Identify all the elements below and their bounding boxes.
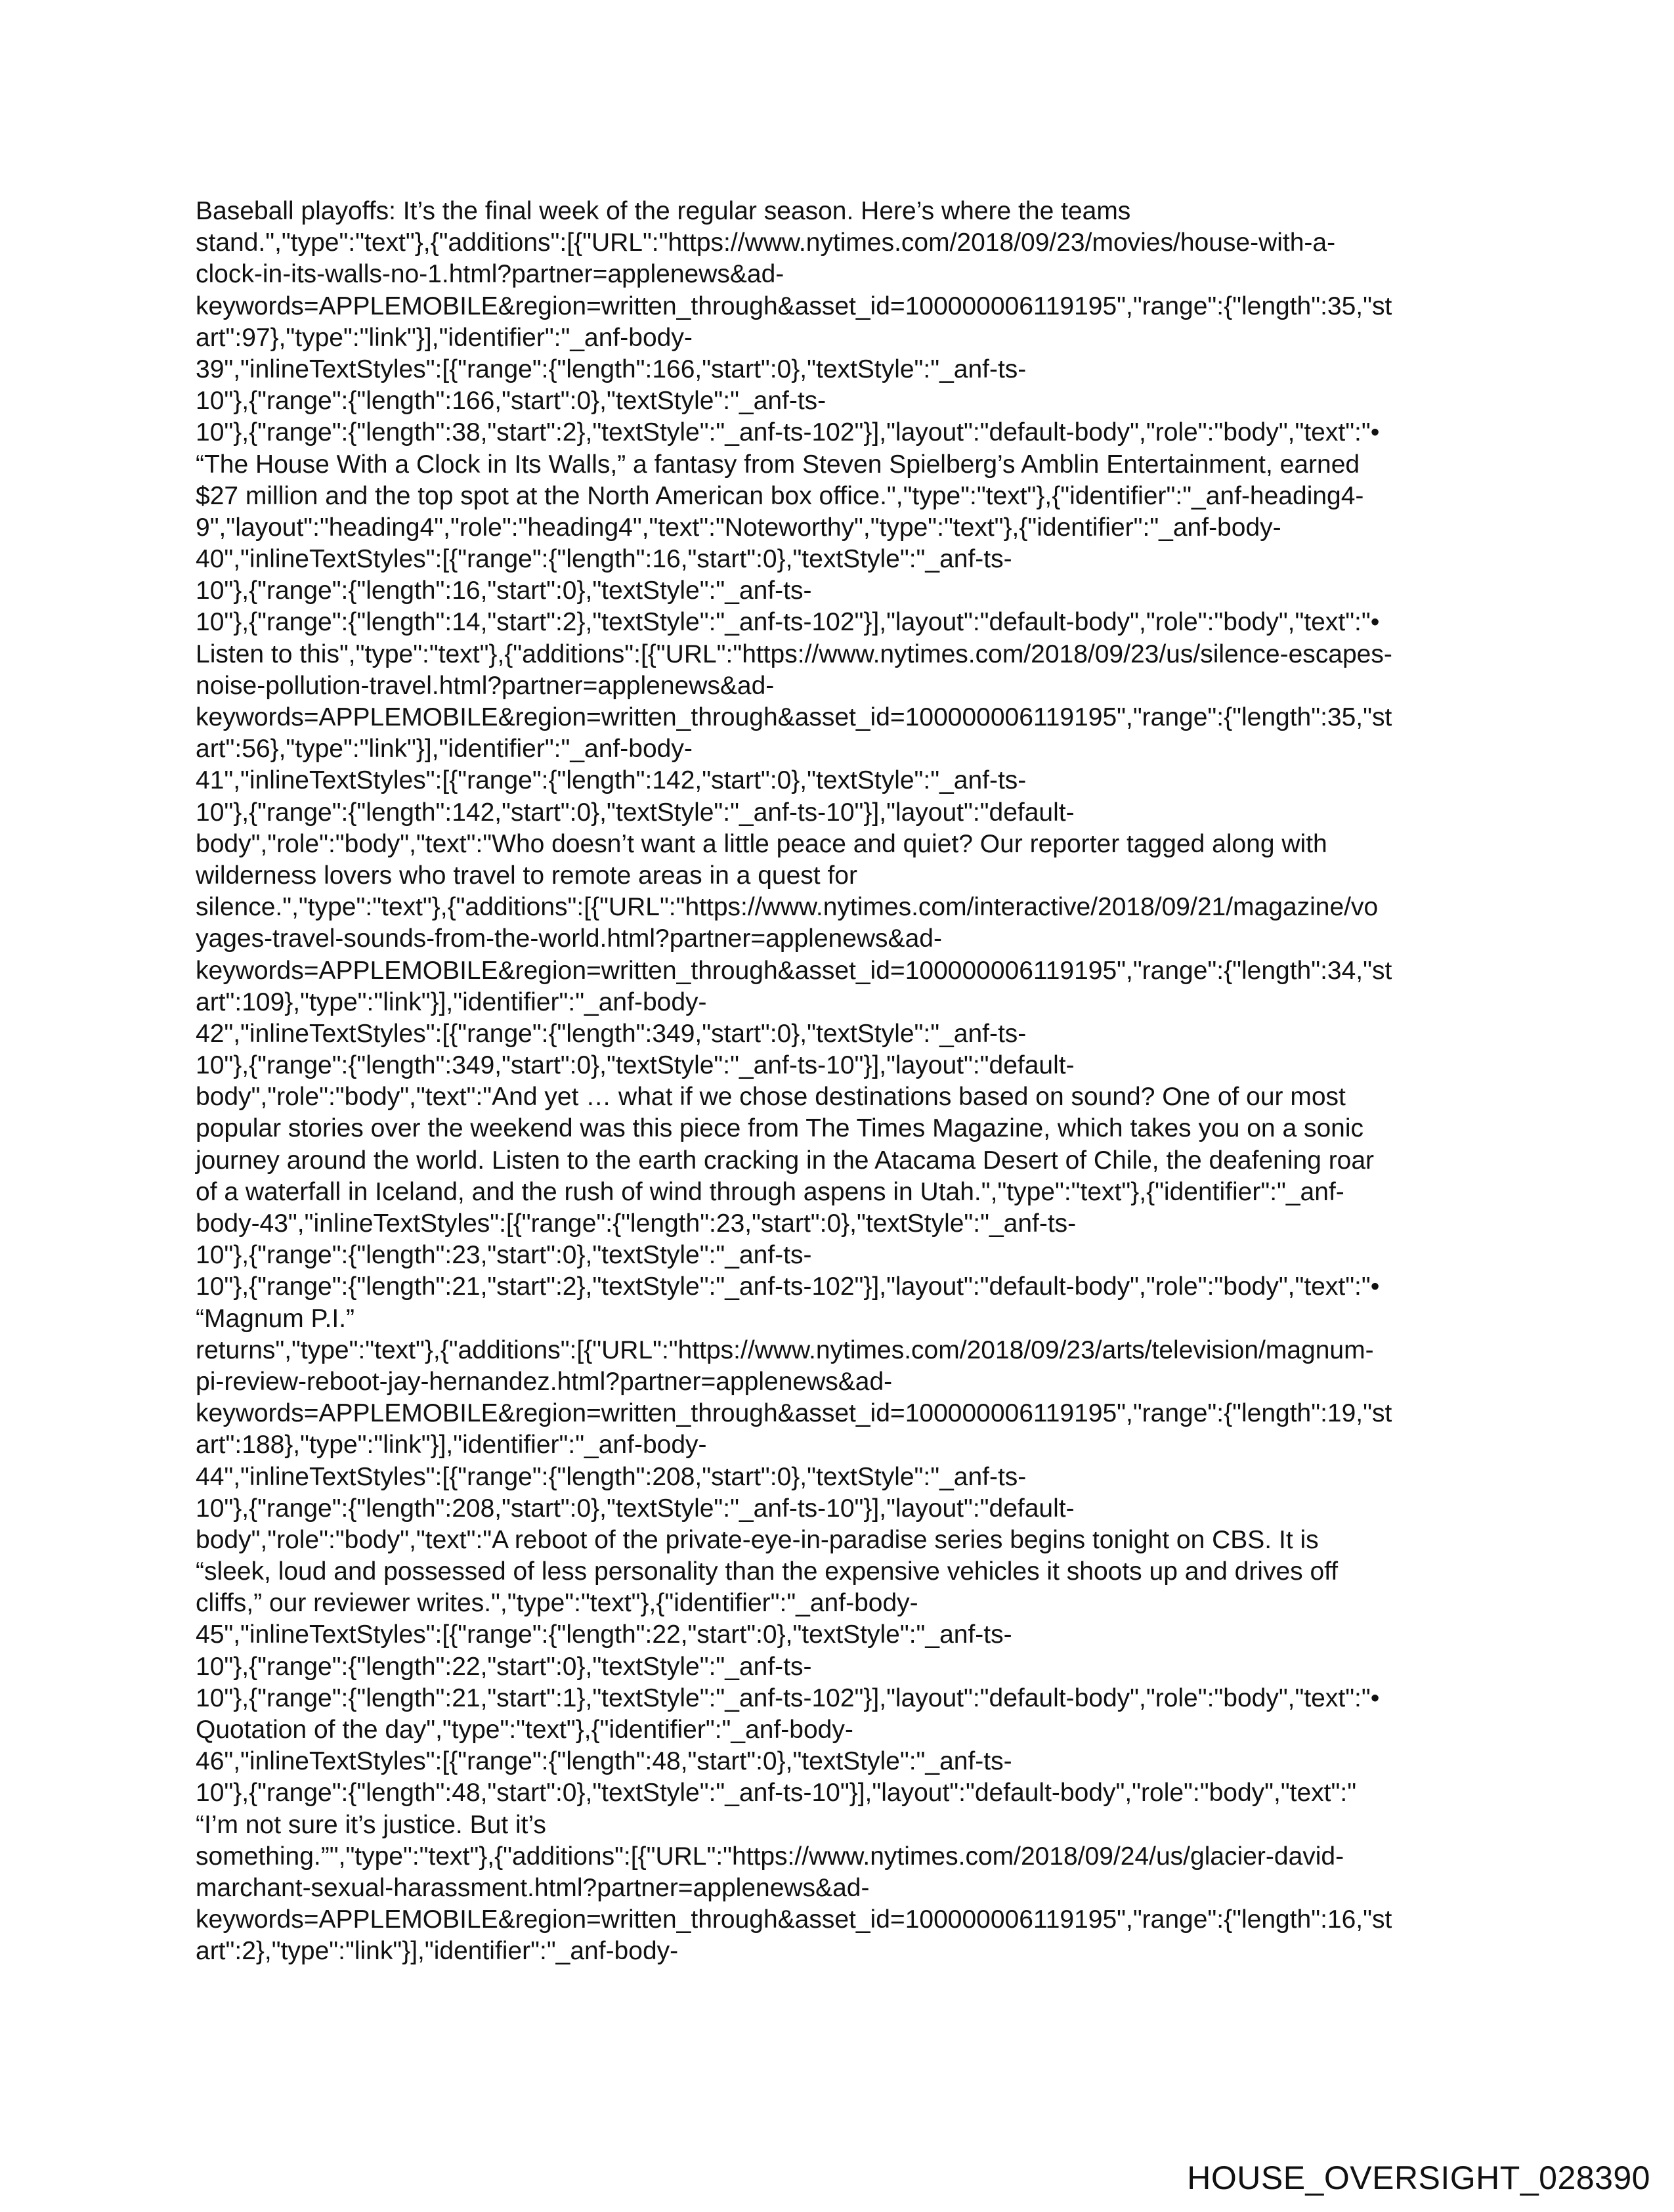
text-line: 42","inlineTextStyles":[{"range":{"length":349,"start":0},"textStyle":"_anf-ts- [196, 1019, 1027, 1048]
text-line: 10"},{"range":{"length":21,"start":1},"textStyle":"_anf-ts-102"}],"layout":"default-body","role":"body","text":"• [196, 1683, 1380, 1712]
text-line: 40","inlineTextStyles":[{"range":{"length":16,"start":0},"textStyle":"_anf-ts- [196, 545, 1012, 574]
text-line: keywords=APPLEMOBILE&region=written_through&asset_id=100000006119195","range":{"length":35,"st [196, 703, 1392, 731]
text-line: silence.","type":"text"},{"additions":[{"URL":"https://www.nytimes.com/interactive/2018/09/21/magazine/vo [196, 893, 1379, 922]
text-line: 10"},{"range":{"length":22,"start":0},"textStyle":"_anf-ts- [196, 1652, 812, 1681]
text-line: of a waterfall in Iceland, and the rush of wind through aspens in Utah.","type":"text"},{"identifier":"_anf- [196, 1177, 1344, 1206]
text-line: 10"},{"range":{"length":16,"start":0},"textStyle":"_anf-ts- [196, 576, 812, 605]
text-line: stand.","type":"text"},{"additions":[{"URL":"https://www.nytimes.com/2018/09/23/movies/house-with-a- [196, 228, 1336, 257]
text-line: $27 million and the top spot at the North American box office.","type":"text"},{"identifier":"_anf-heading4- [196, 481, 1364, 510]
text-line: marchant-sexual-harassment.html?partner=applenews&ad- [196, 1873, 870, 1902]
text-line: 44","inlineTextStyles":[{"range":{"length":208,"start":0},"textStyle":"_anf-ts- [196, 1462, 1027, 1491]
text-line: keywords=APPLEMOBILE&region=written_through&asset_id=100000006119195","range":{"length":35,"st [196, 292, 1392, 320]
text-line: cliffs,” our reviewer writes.","type":"text"},{"identifier":"_anf-body- [196, 1589, 918, 1618]
text-line: art":2},"type":"link"}],"identifier":"_anf-body- [196, 1937, 679, 1966]
text-line: 10"},{"range":{"length":349,"start":0},"textStyle":"_anf-ts-10"}],"layout":"default- [196, 1051, 1075, 1080]
text-line: wilderness lovers who travel to remote areas in a quest for [196, 861, 857, 890]
text-line: 10"},{"range":{"length":166,"start":0},"textStyle":"_anf-ts- [196, 387, 826, 416]
text-line: keywords=APPLEMOBILE&region=written_through&asset_id=100000006119195","range":{"length":19,"st [196, 1399, 1392, 1428]
text-line: art":56},"type":"link"}],"identifier":"_anf-body- [196, 735, 693, 764]
document-body-text [196, 196, 1482, 1968]
text-line: yages-travel-sounds-from-the-world.html?partner=applenews&ad- [196, 924, 942, 953]
text-line: something.”","type":"text"},{"additions":[{"URL":"https://www.nytimes.com/2018/09/24/us/glacier-david- [196, 1842, 1344, 1871]
text-line: Listen to this","type":"text"},{"additions":[{"URL":"https://www.nytimes.com/2018/09/23/us/silence-escapes- [196, 640, 1392, 668]
text-line: 39","inlineTextStyles":[{"range":{"length":166,"start":0},"textStyle":"_anf-ts- [196, 355, 1027, 383]
text-line: “Magnum P.I.” [196, 1304, 355, 1333]
text-line: 10"},{"range":{"length":21,"start":2},"textStyle":"_anf-ts-102"}],"layout":"default-body","role":"body","text":"• [196, 1272, 1380, 1301]
text-line: body","role":"body","text":"A reboot of the private-eye-in-paradise series begins tonight on CBS. It is [196, 1525, 1319, 1554]
text-line: keywords=APPLEMOBILE&region=written_through&asset_id=100000006119195","range":{"length":34,"st [196, 956, 1392, 985]
text-line: 10"},{"range":{"length":14,"start":2},"textStyle":"_anf-ts-102"}],"layout":"default-body","role":"body","text":"• [196, 608, 1380, 637]
text-line: art":109},"type":"link"}],"identifier":"_anf-body- [196, 987, 707, 1016]
text-line: 41","inlineTextStyles":[{"range":{"length":142,"start":0},"textStyle":"_anf-ts- [196, 766, 1027, 795]
text-line: pi-review-reboot-jay-hernandez.html?partner=applenews&ad- [196, 1367, 893, 1396]
text-line: art":188},"type":"link"}],"identifier":"_anf-body- [196, 1431, 707, 1460]
text-line: 45","inlineTextStyles":[{"range":{"length":22,"start":0},"textStyle":"_anf-ts- [196, 1620, 1012, 1649]
text-line: journey around the world. Listen to the earth cracking in the Atacama Desert of Chile, the deafening roar [196, 1146, 1375, 1175]
text-line: clock-in-its-walls-no-1.html?partner=applenews&ad- [196, 260, 784, 289]
text-line: body","role":"body","text":"Who doesn’t want a little peace and quiet? Our reporter tagged along with [196, 829, 1327, 858]
text-line: 10"},{"range":{"length":142,"start":0},"textStyle":"_anf-ts-10"}],"layout":"default- [196, 798, 1075, 827]
text-line: 10"},{"range":{"length":48,"start":0},"textStyle":"_anf-ts-10"}],"layout":"default-body","role":"body","text":" [196, 1779, 1357, 1808]
text-line: noise-pollution-travel.html?partner=applenews&ad- [196, 671, 775, 700]
text-line: keywords=APPLEMOBILE&region=written_through&asset_id=100000006119195","range":{"length":16,"st [196, 1905, 1392, 1934]
text-line: Quotation of the day","type":"text"},{"identifier":"_anf-body- [196, 1716, 853, 1744]
text-line: Baseball playoffs: It’s the final week of the regular season. Here’s where the teams [196, 197, 1131, 225]
text-line: “I’m not sure it’s justice. But it’s [196, 1810, 546, 1839]
text-line: 46","inlineTextStyles":[{"range":{"length":48,"start":0},"textStyle":"_anf-ts- [196, 1747, 1012, 1776]
text-line: 9","layout":"heading4","role":"heading4","text":"Noteworthy","type":"text"},{"identifier":"_anf-body- [196, 513, 1281, 542]
text-line: “sleek, loud and possessed of less personality than the expensive vehicles it shoots up and drives off [196, 1557, 1339, 1586]
text-line: 10"},{"range":{"length":208,"start":0},"textStyle":"_anf-ts-10"}],"layout":"default- [196, 1494, 1075, 1523]
text-line: 10"},{"range":{"length":23,"start":0},"textStyle":"_anf-ts- [196, 1241, 812, 1270]
text-line: 10"},{"range":{"length":38,"start":2},"textStyle":"_anf-ts-102"}],"layout":"default-body","role":"body","text":"• [196, 418, 1380, 447]
text-line: returns","type":"text"},{"additions":[{"URL":"https://www.nytimes.com/2018/09/23/arts/television/magnum- [196, 1335, 1374, 1364]
text-line: popular stories over the weekend was this piece from The Times Magazine, which takes you on a sonic [196, 1114, 1364, 1143]
bates-number: HOUSE_OVERSIGHT_028390 [1187, 2159, 1650, 2196]
text-line: art":97},"type":"link"}],"identifier":"_anf-body- [196, 323, 693, 352]
text-line: “The House With a Clock in Its Walls,” a fantasy from Steven Spielberg’s Amblin Entertainment, earned [196, 450, 1360, 479]
text-line: body-43","inlineTextStyles":[{"range":{"length":23,"start":0},"textStyle":"_anf-ts- [196, 1209, 1077, 1238]
text-line: body","role":"body","text":"And yet … what if we chose destinations based on sound? One of our most [196, 1083, 1346, 1112]
